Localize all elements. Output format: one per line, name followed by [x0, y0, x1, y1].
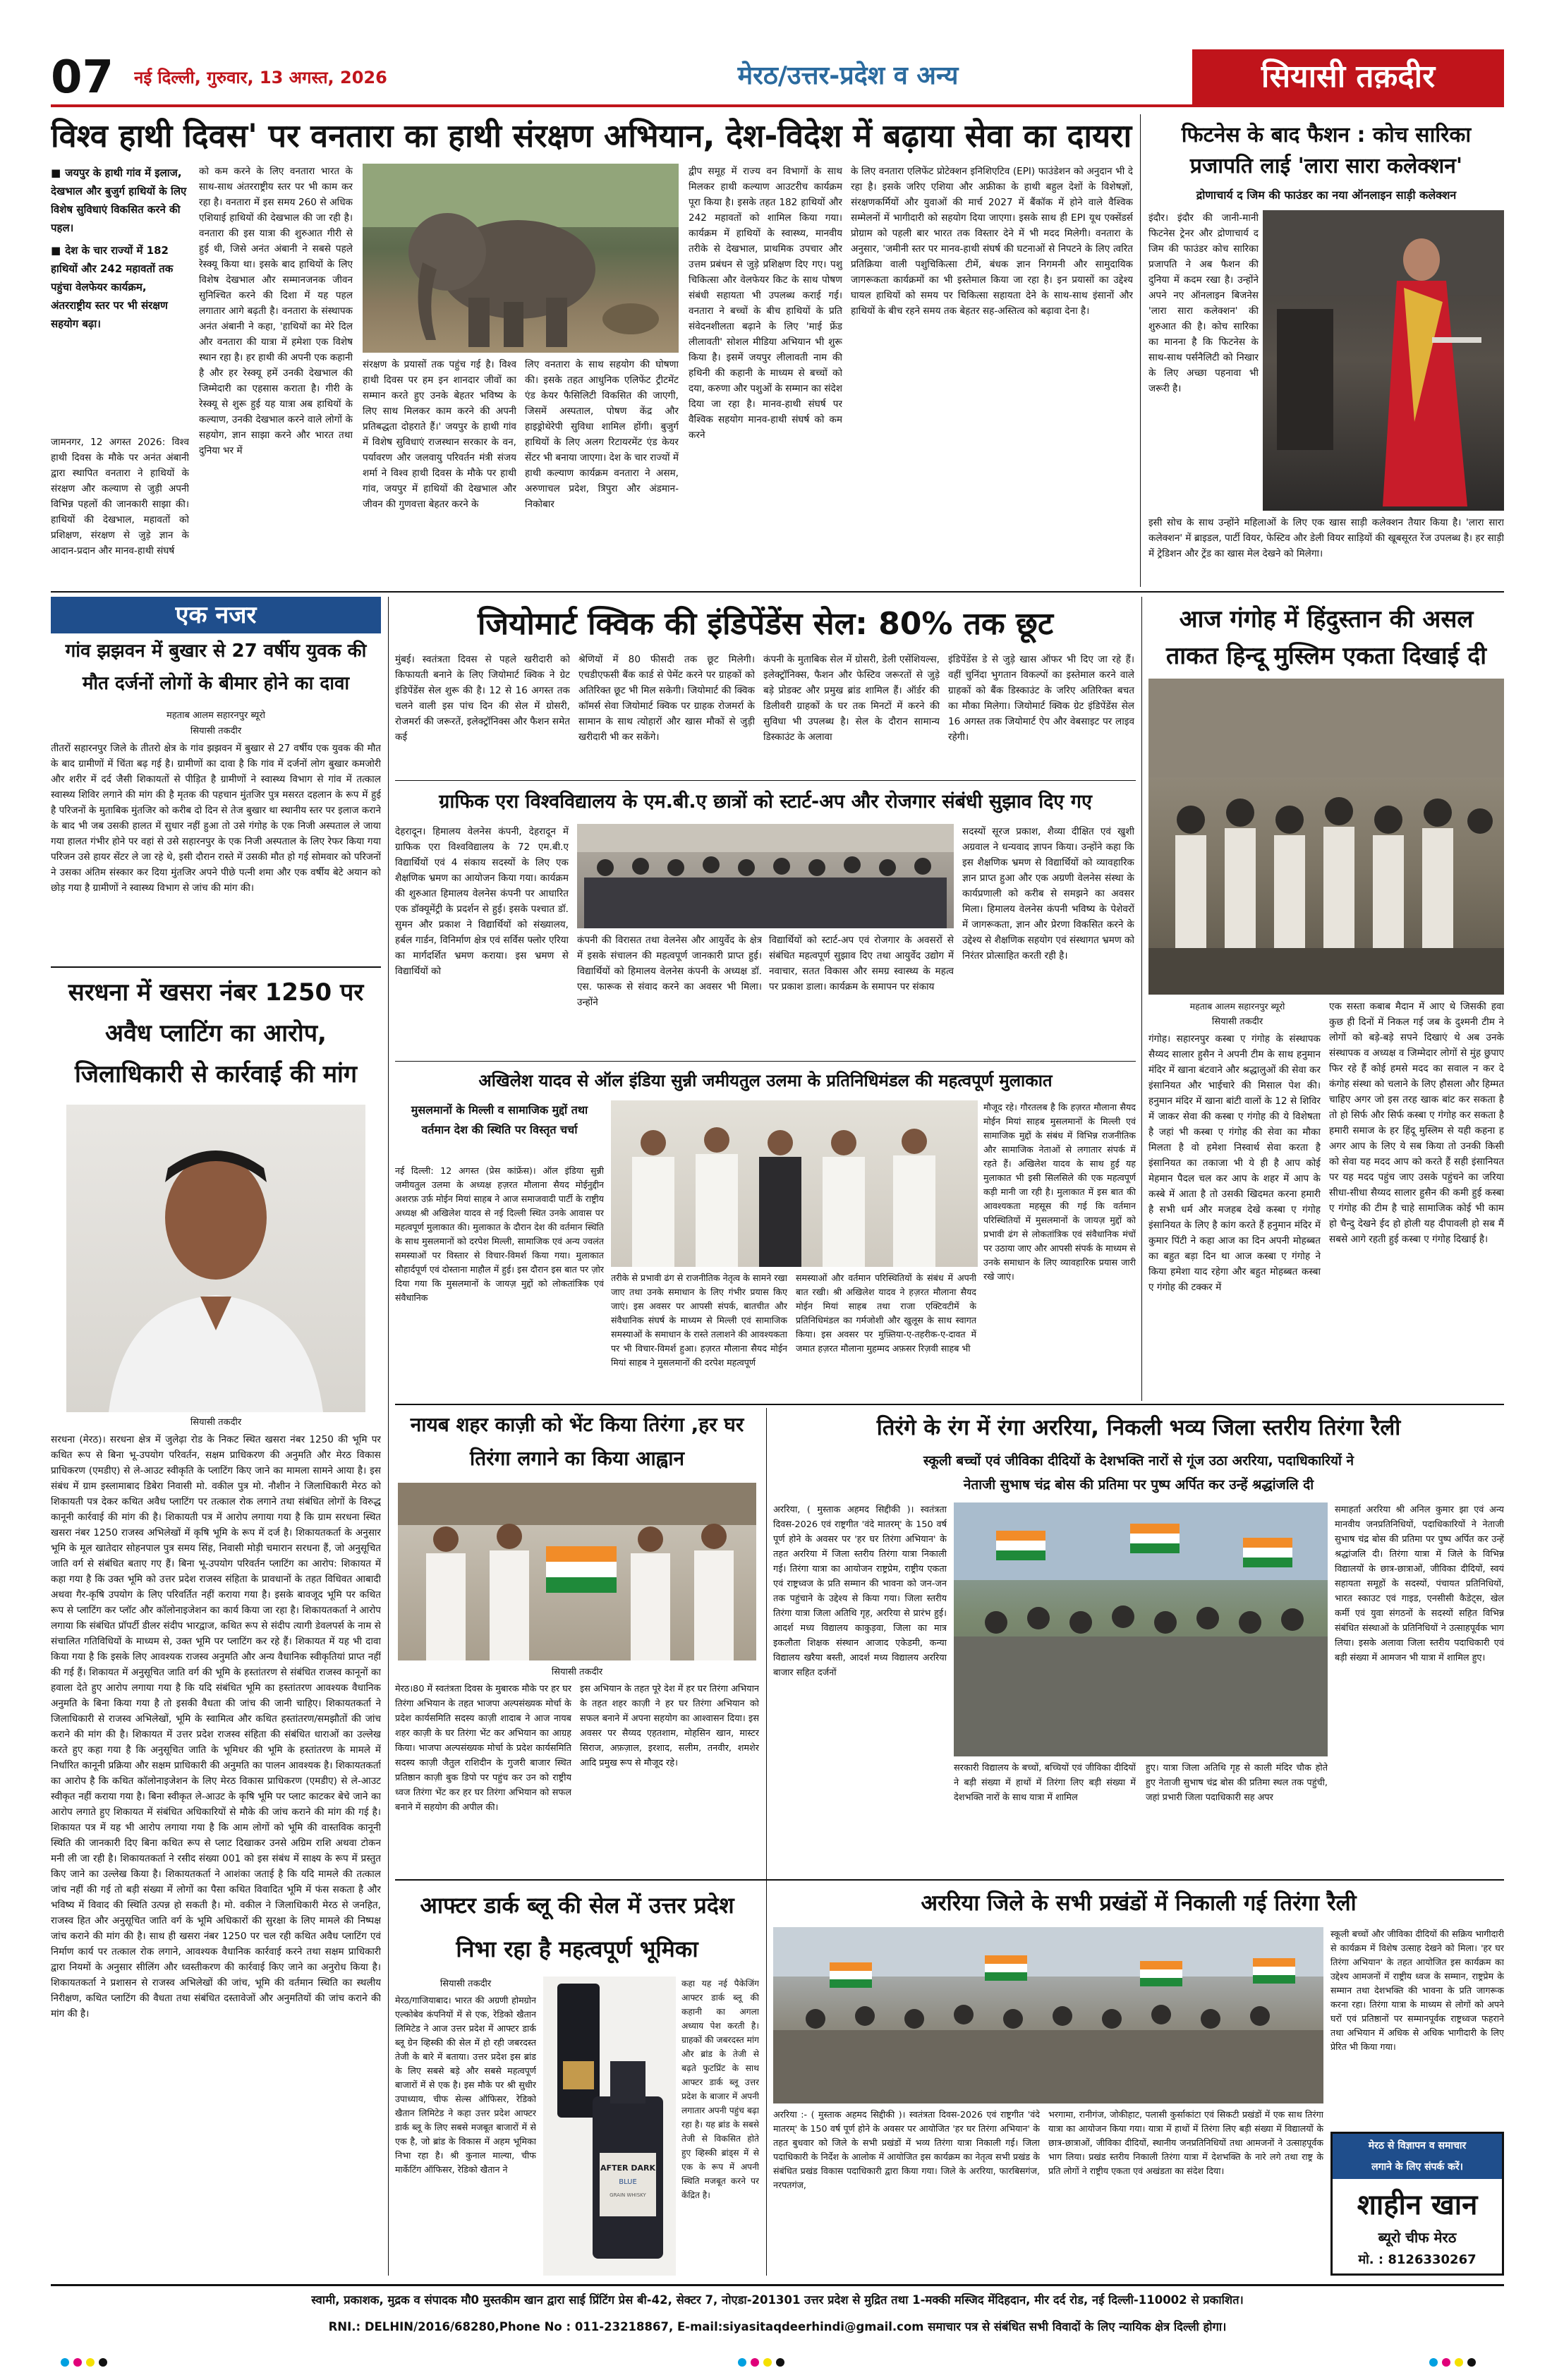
sardhana-photo	[66, 1105, 365, 1412]
fitness-subhead: द्रोणाचार्य द जिम की फाउंडर का नया ऑनलाइन साड़ी कलेक्शन	[1196, 188, 1457, 202]
afterdark-product-image	[543, 1977, 676, 2276]
contact-name: शाहीन खान	[1357, 2189, 1478, 2221]
fitness-headline-line1: फिटनेस के बाद फैशन : कोच सारिका	[1181, 123, 1472, 147]
naib-headline: नायब शहर काज़ी को भेंट किया तिरंगा ,हर घर तिरंगा लगाने का किया आह्वान	[410, 1413, 744, 1470]
jiomart-col3: कंपनी के मुताबिक सेल में ग्रोसरी, डेली एसेंशियल्स, इलेक्ट्रॉनिक्स, फैशन और फेस्टिव जरूरतों से जुड़े बड़े प्रोडक्ट और प्रमुख ब्रांड शामिल हैं। ऑर्डर की डिलीवरी ग्राहकों के घर तक मिनटों में करने की सुविधा भी उपलब्ध है। सेल के दौरान सामान्य डिस्काउंट के अलावा	[763, 654, 940, 743]
contact-phone: मो. : 8126330267	[1358, 2252, 1477, 2267]
afterdark-credit: सियासी तकदीर	[439, 1979, 492, 1989]
person-icon	[66, 1105, 365, 1412]
tiranga-col4: समाहर्ता अररिया श्री अनिल कुमार झा एवं अन्य मानवीय जनप्रतिनिधियों, पदाधिकारियों ने नेताजी सुभाष चंद्र बोस की प्रतिमा पर पुष्प अर्पित कर उन्हें श्रद्धांजलि दी। तिरंगा यात्रा में जिले के विभिन्न विद्यालयों के छात्र-छात्राओं, जीविका दीदियों, स्वयं सहायता समूहों के सदस्यों, पंचायत प्रतिनिधियों, भारत स्काउट एवं गाइड, एनसीसी कैडेट्स, खेल कर्मी एवं युवा संगठनों के सदस्यों सहित विभिन्न संबंधित संस्थाओं के प्रतिनिधियों ने उत्साहपूर्वक भाग लिया। इसके अलावा जिला स्तरीय पदाधिकारी एवं बड़ी संख्या में आमजन भी यात्रा में शामिल हुए।	[1335, 1505, 1504, 1663]
contact-line1: मेरठ से विज्ञापन व समाचार	[1368, 2140, 1467, 2151]
eknazar-credit: सियासी तकदीर	[190, 726, 242, 736]
elephant-bullet-1: ■ जयपुर के हाथी गांव में इलाज, देखभाल और बुजुर्ग हाथियों के लिए विशेष सुविधाएं विकसित करने की पहल।	[51, 164, 189, 237]
akhilesh-col1: नई दिल्ली: 12 अगस्त (प्रेस कांफ्रेंस)। ऑल इंडिया सुन्नी जमीयतुल उलमा के अध्यक्ष हज़रत मौलाना सैयद मोईनुद्दीन अशरफ़ उर्फ़ मोईन मियां साहब ने आज समाजवादी पार्टी के राष्ट्रीय अध्यक्ष श्री अखिलेश यादव से नई दिल्ली स्थित उनके आवास पर महत्वपूर्ण मुलाकात की। मुलाकात के दौरान देश की वर्तमान स्थिति के साथ मुसलमानों को दरपेश मिल्ली, सामाजिक एवं अन्य ज्वलंत समस्याओं पर विस्तार से विचार-विमर्श किया गया। मुलाकात सौहार्दपूर्ण एवं दोस्ताना माहौल में हुई। इस दौरान इस बात पर ज़ोर दिया गया कि मुसलमानों के जायज़ मुद्दों को लोकतांत्रिक एवं संवैधानिक	[395, 1165, 604, 1303]
akhilesh-photo	[611, 1100, 978, 1267]
jiomart-col1: मुंबई। स्वतंत्रता दिवस से पहले खरीदारी को किफायती बनाने के लिए जियोमार्ट क्विक ने ग्रेट इंडिपेंडेंस सेल शुरू की है। 12 से 16 अगस्त तक चलने वाली इस पांच दिन की सेल में ग्रोसरी, रोजमर्रा की जरूरतें, इलेक्ट्रॉनिक्स और फैशन समेत कई	[395, 654, 570, 743]
divider	[395, 780, 1136, 781]
blocks-photo	[773, 1927, 1323, 2103]
page-number: 07	[51, 52, 114, 103]
registration-marks	[51, 2352, 1504, 2373]
footer-line2: RNI.: DELHIN/2016/68280,Phone No : 011-23218867, E-mail:siyasitaqdeerhindi@gmail.com समाचार पत्र से संबंधित सभी विवादों के लिए न्यायिक क्षेत्र दिल्ली होगा।	[328, 2320, 1227, 2333]
elephant-headline: विश्व हाथी दिवस' पर वनतारा का हाथी संरक्षण अभियान, देश-विदेश में बढ़ाया सेवा का दायरा	[51, 117, 1132, 154]
contact-box	[1330, 2132, 1504, 2276]
gangoh-photo	[1148, 679, 1504, 995]
fitness-headline-line2: प्रजापति लाई 'लारा सारा कलेक्शन'	[1189, 154, 1463, 178]
akhilesh-headline: अखिलेश यादव से ऑल इंडिया सुन्नी जमीयतुल उलमा के प्रतिनिधिमंडल की महत्वपूर्ण मुलाकात	[478, 1071, 1053, 1091]
footer	[51, 2284, 1504, 2345]
afterdark-headline-line2: निभा रहा है महत्वपूर्ण भूमिका	[456, 1936, 698, 1962]
naib-col2: इस अभियान के तहत पूरे देश में हर घर तिरंगा अभियान के तहत शहर काज़ी ने हर घर तिरंगा अभियान को सफल बनाने में अपना सहयोग का आश्वासन दिया। इस अवसर पर सैय्यद एहतशाम, मोहसिन खान, मास्टर सिराज, अफ़ज़ाल, इरशाद, सलीम, तनवीर, शमशेर आदि प्रमुख रूप से मौजूद रहे।	[580, 1684, 759, 1768]
color-registration-icon	[51, 2352, 1504, 2373]
fitness-tail: इसी सोच के साथ उन्होंने महिलाओं के लिए एक खास साड़ी कलेक्शन तैयार किया है। 'लारा सारा कलेक्शन' में ब्राइडल, पार्टी वियर, फेस्टिव और डेली वियर साड़ियों की खूबसूरत रेंज उपलब्ध है। हर साड़ी में ट्रेडिशन और ट्रेंड का खास मेल देखने को मिलेगा।	[1148, 517, 1504, 559]
sardhana-headline: सरधना में खसरा नंबर 1250 पर अवैध प्लाटिंग का आरोप, जिलाधिकारी से कार्रवाई की मांग	[68, 978, 364, 1088]
flag-handover-icon	[398, 1483, 756, 1660]
crowd-photo-icon	[1148, 679, 1504, 995]
gangoh-headline-line2: ताकत हिन्दू मुस्लिम एकता दिखाई दी	[1165, 642, 1487, 670]
afterdark-col1: मेरठ/गाजियाबाद। भारत की अग्रणी होमग्रोन एल्कोबेव कंपनियों में से एक, रेडिको खैतान लिमिटेड ने आज उत्तर प्रदेश में आफ्टर डार्क ब्लू ग्रेन व्हिस्की की सेल में हो रही जबरदस्त तेजी के बारे में बताया। उत्तर प्रदेश इस ब्रांड के लिए सबसे बड़े और सबसे महत्वपूर्ण बाजारों में से एक है। इस मौके पर श्री सुधीर उपाध्याय, चीफ सेल्स ऑफिसर, रेडिको खैतान लिमिटेड ने कहा उत्तर प्रदेश आफ्टर डार्क ब्लू के लिए सबसे मजबूत बाजारों में से एक है, जो ब्रांड के विकास में अहम भूमिका निभा रहा है। श्री कुनाल माल्या, चीफ मार्केटिंग ऑफिसर, रेडिको खैतान ने	[395, 1995, 536, 2175]
blocks-col1: अररिया :- ( मुस्ताक अहमद सिद्दीकी )। स्वतंत्रता दिवस-2026 एवं राष्ट्रगीत 'वंदे मातरम्' के 150 वर्ष पूर्ण होने के अवसर पर आयोजित 'हर घर तिरंगा अभियान' के तहत बुधवार को जिले के सभी प्रखंडों में भव्य तिरंगा यात्रा निकाली गई। जिला पदाधिकारी के निर्देश के आलोक में आयोजित इस कार्यक्रम का नेतृत्व सभी प्रखंड के संबंधित प्रखंड विकास पदाधिकारी द्वारा किया गया। जिले के अररिया, फारबिसगंज, नरपतगंज,	[773, 2109, 1040, 2190]
elephant-bullet-2: ■ देश के चार राज्यों में 182 हाथियों और 242 महावतों तक पहुंचा वेलफेयर कार्यक्रम, अंतरराष्ट्रीय स्तर पर भी संरक्षण सहयोग बढ़ा।	[51, 241, 189, 333]
bottle-brand: AFTER DARK	[600, 2163, 655, 2173]
elephant-icon	[363, 164, 679, 353]
elephant-col1: जामनगर, 12 अगस्त 2026: विश्व हाथी दिवस के मौके पर अनंत अंबानी द्वारा स्थापित वनतारा ने हाथियों के संरक्षण और कल्याण से जुड़ी अपनी विभिन्न पहलों की जानकारी साझा की। हाथियों की देखभाल, महावतों को प्रशिक्षण, संरक्षण से जुड़े ज्ञान के आदान-प्रदान और मानव-हाथी संघर्ष	[51, 437, 189, 557]
eknazar-byline: महताब आलम सहारनपुर ब्यूरो	[166, 710, 266, 721]
footer-line1: स्वामी, प्रकाशक, मुद्रक व संपादक मौ0 मुस्तकीम खान द्वारा साई प्रिंटिंग प्रेस बी-42, सेक्टर 7, नोएडा-201301 उत्तर प्रदेश से मुद्रित तथा 1-मक्की मस्जिद मेंदिहदान, मीर दर्द रोड, नई दिल्ली-110002 से प्रकाशित।	[311, 2293, 1244, 2307]
bottle-tag: GRAIN WHISKY	[610, 2192, 646, 2198]
graphic-photo	[577, 824, 954, 928]
eknazar-label: एक नजर	[175, 601, 257, 629]
blocks-col2: भरगामा, रानीगंज, जोकीहाट, पलासी कुर्साकांटा एवं सिकटी प्रखंडों में एक साथ तिरंगा यात्रा का आयोजन किया गया। यात्रा में हाथों में तिरंगा लिए बड़ी संख्या में विद्यालयों के छात्र-छात्राओं, जीविका दीदियों, स्थानीय जनप्रतिनिधियों तथा आमजनों ने उत्साहपूर्वक भाग लिया। प्रखंड स्तरीय निकाली तिरंगा यात्रा में देशभक्ति के नारे लगे तथा राष्ट्र के प्रति लोगों ने राष्ट्रीय एकता एवं अखंडता का संदेश दिया।	[1048, 2109, 1323, 2176]
jiomart-col4: इंडिपेंडेंस डे से जुड़े खास ऑफर भी दिए जा रहे हैं। वहीं चुनिंदा भुगतान विकल्पों का इस्तेमाल करने वाले ग्राहकों को बैंक डिस्काउंट के जरिए अतिरिक्त बचत का मौका मिलेगा। जियोमार्ट क्विक ग्रेट इंडिपेंडेंस सेल 16 अगस्त तक जियोमार्ट ऐप और वेबसाइट पर लाइव रहेगी।	[948, 654, 1134, 743]
tiranga-headline: तिरंगे के रंग में रंगा अररिया, निकली भव्य जिला स्तरीय तिरंगा रैली	[876, 1415, 1401, 1440]
afterdark-headline-line1: आफ्टर डार्क ब्लू की सेल में उत्तर प्रदेश	[420, 1892, 734, 1919]
gangoh-headline-line1: आज गंगोह में हिंदुस्तान की असल	[1179, 605, 1474, 633]
blocks-headline: अररिया जिले के सभी प्रखंडों में निकाली गई तिरंगा रैली	[921, 1890, 1357, 1916]
blocks-col3: स्कूली बच्चों और जीविका दीदियों की सक्रिय भागीदारी से कार्यक्रम में विशेष उत्साह देखने को मिला। 'हर घर तिरंगा अभियान' के तहत आयोजित इस कार्यक्रम का उद्देश्य आमजनों में राष्ट्रीय ध्वज के सम्मान, राष्ट्रप्रेम के सम्मान तथा देशभक्ति की भावना के प्रति जागरूक करना रहा। तिरंगा यात्रा के माध्यम से लोगों को अपने घरों एवं प्रतिष्ठानों पर सम्मानपूर्वक राष्ट्रध्वज फहराने तथा अभियान में अधिक से अधिक भागीदारी के लिए प्रेरित भी किया गया।	[1330, 1929, 1504, 2052]
gangoh-credit: सियासी तकदीर	[1211, 1016, 1263, 1027]
elephant-col5: द्वीप समूह में राज्य वन विभागों के साथ मिलकर हाथी कल्याण आउटरीच कार्यक्रम पूरा किया है। इसके तहत 182 हाथियों और 242 महावतों को शामिल किया गया। कार्यक्रम में हाथियों के स्वास्थ्य, मानवीय तरीके से देखभाल, प्राथमिक उपचार और उत्तम प्रबंधन से जुड़े प्रशिक्षण दिए गए। पशु चिकित्सा और वेलफेयर किट के साथ पोषण संबंधी सहायता भी उपलब्ध कराई गई। वनतारा ने बच्चों के बीच हाथियों के प्रति संवेदनशीलता बढ़ाने के लिए 'माई फ्रेंड लीलावती' सोशल मीडिया अभियान भी शुरू किया है। इसमें जयपुर लीलावती नाम की हथिनी की कहानी के माध्यम से बच्चों को दया, करुणा और पशुओं के सम्मान का संदेश दिया जा रहा है। मानव-हाथी संघर्ष पर वैश्विक सहयोग मानव-हाथी संघर्ष को कम करने	[689, 166, 842, 441]
afterdark-col2: कहा यह नई पैकेजिंग आफ्टर डार्क ब्लू की कहानी का अगला अध्याय पेश करती है। ग्राहकों की जबरदस्त मांग और ब्रांड के तेजी से बढ़ते फुटप्रिंट के साथ आफ्टर डार्क ब्लू उत्तर प्रदेश के बाजार में अपनी लगातार अपनी पहुंच बढ़ा रहा है। यह ब्रांड के सबसे तेजी से विकसित होते हुए व्हिस्की ब्रांड्स में से एक के रूप में अपनी स्थिति मजबूत करने पर केंद्रित है।	[681, 1979, 759, 2200]
elephant-col6: के लिए वनतारा एलिफेंट प्रोटेक्शन इनिशिएटिव (EPI) फाउंडेशन को अनुदान भी दे रहा है। इसके जरिए एशिया और अफ्रीका के हाथी बहुल देशों के विशेषज्ञों, संरक्षणकर्मियों और युवाओं की मार्च 2027 में बैंकॉक में होने वाले वैश्विक सम्मेलनों में भागीदारी को सहयोग दिया जाएगा। इसके साथ ही EPI यूथ एक्सेंडर्स प्रोग्राम को पहली बार भारत तक विस्तार देने में भी मदद मिलेगी। वनतारा के अनुसार, 'जमीनी स्तर पर मानव-हाथी संघर्ष की घटनाओं से निपटने के लिए त्वरित प्रतिक्रिया वाली पशुचिकित्सा टीमें, बंधक ज्ञान निगमनी और सामुदायिक जागरूकता कार्यक्रमों का भी इस्तेमाल किया जा रहा है। इन प्रयासों का उद्देश्य घायल हाथियों को समय पर चिकित्सा सहायता देने के साथ-साथ इंसानों और हाथियों के बीच रहने समय तक बेहतर सह-अस्तित्व को बढ़ावा देना है।	[851, 166, 1133, 317]
naib-credit: सियासी तकदीर	[551, 1667, 603, 1677]
elephant-col3: संरक्षण के प्रयासों तक पहुंच गई है। विश्व हाथी दिवस पर हम इन शानदार जीवों का सम्मान करते हुए उनके बेहतर भविष्य के लिए साथ मिलकर काम करने की अपनी प्रतिबद्धता दोहराते हैं।' जयपुर के हाथी गांव में विशेष सुविधाएं राजस्थान सरकार के वन, पर्यावरण और जलवायु परिवर्तन मंत्री संजय शर्मा ने विश्व हाथी दिवस के मौके पर हाथी गांव, जयपुर में हाथियों की देखभाल और जीवन की गुणवत्ता बेहतर करने के	[363, 359, 516, 510]
divider	[395, 1061, 1136, 1062]
graphic-col2b: विद्यार्थियों को स्टार्ट-अप एवं रोजगार के अवसरों से संबंधित महत्वपूर्ण सुझाव दिए तथा आयुर्वेद उद्योग में नवाचार, सतत विकास और समग्र स्वास्थ्य के महत्व पर प्रकाश डाला। कार्यक्रम के समापन पर संकाय	[769, 935, 954, 992]
eknazar-body: तीतरों सहारनपुर जिले के तीतरो क्षेत्र के गांव झझवन में बुखार से 27 वर्षीय एक युवक की मौत के बाद ग्रामीणों में चिंता बढ़ गई है। ग्रामीणों का दावा है कि गांव में दर्जनों लोग बुखार कमजोरी और शरीर में दर्द जैसी शिकायतों से पीड़ित है ग्रामीणों ने स्वास्थ्य विभाग से गांव में तत्काल स्वास्थ्य शिविर लगाने की मांग की है मृतक की पहचान मुंतजिर पुत्र मसरत दहलान के रूप में हुई है परिजनों के मुताबिक मुंतजिर को करीब दो दिन से तेज बुखार था स्थानीय स्तर पर इलाज कराने के बाद भी जब उसकी हालत में सुधार नहीं हुआ तो उसे गंगोह के एक निजी अस्पताल ले जाया गया हालत गंभीर होने पर वहां से उसे सहारनपुर के एक निजी अस्पताल के लिए रेफर किया गया परिजन उसे हायर सेंटर ले जा रहे थे, इसी दौरान रास्ते में उसकी मौत हो गई सोमवार को परिजनों ने उसका अंतिम संस्कार कर दिया मुंतजिर अपने पीछे पत्नी शमा और एक वर्षीय बेटे अयान को छोड़ गया है ग्रामीणों ने स्वास्थ्य विभाग से जांच की मांग की।	[51, 743, 381, 894]
tiranga-subhead-line1: स्कूली बच्चों एवं जीविका दीदियों के देशभक्ति नारों से गूंज उठा अररिया, पदाधिकारियों ने	[923, 1453, 1354, 1469]
graphic-col1: देहरादून। हिमालय वेलनेस कंपनी, देहरादून में ग्राफिक एरा विश्वविद्यालय के 72 एम.बी.ए विद्यार्थियों एवं 4 संकाय सदस्यों के लिए एक शैक्षणिक भ्रमण का आयोजन किया गया। कार्यक्रम की शुरुआत हिमालय वेलनेस कंपनी पर आधारित एक डॉक्यूमेंट्री के प्रदर्शन से हुई। इसके पश्चात डॉ. सुमन और प्रकाश ने विद्यार्थियों को संख्यालय, हर्बल गार्डन, विनिर्माण क्षेत्र एवं सर्विस फ्लोर एरिया का मार्गदर्शित भ्रमण कराया। इस भ्रमण से विद्यार्थियों को	[395, 826, 569, 977]
tiranga-col1: अररिया, ( मुस्ताक अहमद सिद्दीकी )। स्वतंत्रता दिवस-2026 एवं राष्ट्रगीत 'वंदे मातरम्' के 150 वर्ष पूर्ण होने के अवसर पर 'हर घर तिरंगा अभियान' के तहत अररिया में जिला स्तरीय तिरंगा यात्रा निकाली गई। तिरंगा यात्रा का आयोजन राष्ट्रप्रेम, राष्ट्रीय एकता एवं राष्ट्रध्वज के प्रति सम्मान की भावना को जन-जन तक पहुंचाने के उद्देश्य से किया गया। जिला स्तरीय तिरंगा यात्रा जिला अतिथि गृह, अररिया से प्रारंभ हुई। आदर्श मध्य विद्यालय काकुड़वा, जिला का मात्र इकलौता शिक्षक संस्थान आजाद एकेडमी, कन्या विद्यालय खरैया बस्ती, आदर्श मध्य विद्यालय अररिया बाजार सहित दर्जनों	[773, 1505, 947, 1678]
akhilesh-col3: समस्याओं और वर्तमान परिस्थितियों के संबंध में अपनी बात रखी। श्री अखिलेश यादव ने हज़रत मौलाना सैयद मोईन मियां साहब तथा राजा एक्टिवटीमें के प्रतिनिधिमंडल का गर्मजोशी और खुलूस के साथ स्वागत किया। इस अवसर पर मुफ़्तिया-ए-तहरीक-ए-दावत में जमात हज़रत मौलाना मुहम्मद अफ़सर रिज़वी साहब भी	[796, 1273, 976, 1354]
section-title: मेरठ/उत्तर-प्रदेश व अन्य	[737, 61, 959, 90]
divider	[51, 966, 381, 968]
gangoh-col1: गंगोह। सहारनपुर कस्बा ए गंगोह के संस्थापक सैय्यद सालार हुसैन ने अपनी टीम के साथ हनुमान मंदिर में खाना बंटवाने और श्रद्धालुओं की सेवा कर इंसानियत और भाईचारे की मिसाल पेश की। हनुमान मंदिर में खाना बांटी वालों के 12 से शिविर में जाकर सेवा की कस्बा ए गंगोह की ये विशेषता है जहां भी कस्बा ए गंगोह की सेवा का मौका मिलता है वो हमेशा निस्वार्थ सेवा करता है इंसानियत का तकाजा भी ये ही है आप कोई मेहमान पैदल चल कर आप के शहर में आप के कस्बे में आता है तो उसकी खिदमत करना हमारी है सभी धर्म और मजहब देखे कस्बा ए गंगोह इंसानियत के लिए है कांग करते हैं हनुमान मंदिर में कुमार पिंटी ने कहा आज का दिन अपनी मोहब्बत का बहुत बड़ा दिन था आज कस्बा ए गंगोह ने किया हमेशा याद रहेगा और बहुत मोहब्बत कस्बा ए गंगोह की टक्कर में	[1148, 1033, 1321, 1293]
column-divider	[388, 597, 389, 2276]
tiranga-photo	[954, 1502, 1328, 1756]
graphic-col3: सदस्यों सूरज प्रकाश, शैव्या दीक्षित एवं खुशी अग्रवाल ने धन्यवाद ज्ञापन किया। उन्होंने कहा कि इस शैक्षणिक भ्रमण से विद्यार्थियों को व्यावहारिक ज्ञान प्राप्त हुआ और एक अग्रणी वेलनेस संस्था के कार्यप्रणाली को करीब से समझने का अवसर मिला। हिमालय वेलनेस कंपनी भविष्य के पेशेवरों में जागरूकता, ज्ञान और प्रेरणा विकसित करने के उद्देश्य से शैक्षणिक सहयोग एवं संस्थागत भ्रमण को निरंतर प्रोत्साहित करती रही है।	[962, 826, 1134, 961]
graphic-col2a: कंपनी की विरासत तथा वेलनेस और आयुर्वेद के क्षेत्र में इसके संचालन की महत्वपूर्ण जानकारी प्राप्त हुई। विद्यार्थियों को हिमालय वेलनेस कंपनी के अध्यक्ष डॉ. एस. फारूक से संवाद करने का अवसर भी मिला। उन्होंने	[577, 935, 762, 1008]
bottle-sub: BLUE	[619, 2178, 637, 2186]
elephant-col4: लिए वनतारा के साथ सहयोग की घोषणा की। इसके तहत आधुनिक एलिफेंट ट्रीटमेंट एंड केयर फैसिलिटी विकसित की जाएगी, जिसमें अस्पताल, पोषण केंद्र और हाइड्रोथेरेपी सुविधा शामिल होंगी। बुजुर्ग हाथियों के लिए अलग रिटायरमेंट एंड केयर सेंटर भी बनाया जाएगा। देश के चार राज्यों में हाथी कल्याण कार्यक्रम वनतारा ने असम, अरुणाचल प्रदेश, त्रिपुरा और अंडमान-निकोबार	[525, 359, 679, 510]
column-divider	[766, 1408, 767, 2276]
fitness-col: इंदौर। इंदौर की जानी-मानी फिटनेस ट्रेनर और द्रोणाचार्य द जिम की फाउंडर कोच सारिका प्रजापति ने अब फैशन की दुनिया में कदम रखा है। उन्होंने अपने नए ऑनलाइन बिजनेस 'लारा सारा कलेक्शन' की शुरुआत की है। कोच सारिका का मानना है कि फिटनेस के साथ-साथ पर्सनैलिटी को निखार के लिए अच्छा पहनावा भी जरूरी है।	[1148, 212, 1259, 394]
contact-role: ब्यूरो चीफ मेरठ	[1378, 2229, 1457, 2246]
elephant-photo	[363, 164, 679, 353]
eknazar-headline: गांव झझवन में बुखार से 27 वर्षीय युवक की मौत दर्जनों लोगों के बीमार होने का दावा	[65, 640, 367, 694]
tiranga-col2: सरकारी विद्यालय के बच्चों, बच्चियों एवं जीविका दीदियों ने बड़ी संख्या में हाथों में तिरंगा लिए बड़ी संख्या में देशभक्ति नारों के साथ यात्रा में शामिल	[954, 1763, 1136, 1803]
column-divider	[1140, 114, 1141, 587]
sardhana-credit: सियासी तकदीर	[190, 1417, 242, 1428]
elephant-col2: को कम करने के लिए वनतारा भारत के साथ-साथ अंतरराष्ट्रीय स्तर पर भी काम कर रहा है। वनतारा में इस समय 260 से अधिक एशियाई हाथियों की देखभाल की जा रही है। वनतारा की इस यात्रा की शुरुआत गीरी से हुई थी, जिसे अनंत अंबानी ने सबसे पहले रेस्क्यू किया था। इसके बाद हाथियों के लिए विशेष देखभाल और सम्मानजनक जीवन सुनिश्चित करने की दिशा में यह पहल लगातार आगे बढ़ती है। वनतारा के संस्थापक अनंत अंबानी ने कहा, 'हाथियों का मेरे दिल और वनतारा की यात्रा में हमेशा एक विशेष स्थान रहा है। हर हाथी की अपनी एक कहानी है और हर रेस्क्यू हमें उनकी देखभाल की जिम्मेदारी का एहसास कराता है। गीरी के रेस्क्यू से शुरू हुई यह यात्रा अब हाथियों के कल्याण, उनकी देखभाल करने वाले लोगों के सहयोग, ज्ञान साझा करने और भारत तथा दुनिया भर में	[199, 166, 353, 456]
masthead	[51, 49, 1504, 107]
whisky-bottle-icon	[543, 1977, 676, 2276]
jiomart-headline: जियोमार्ट क्विक की इंडिपेंडेंस सेल: 80% तक छूट	[477, 606, 1054, 642]
akhilesh-col2: तरीके से प्रभावी ढंग से राजनीतिक नेतृत्व के सामने रखा जाए तथा उनके समाधान के लिए गंभीर प्रयास किए जाएं। इस अवसर पर आपसी संपर्क, बातचीत और संवैधानिक संघर्ष के माध्यम से मिल्ली एवं सामाजिक समस्याओं के समाधान के रास्ते तलाशने की आवश्यकता पर भी विचार-विमर्श हुआ। हज़रत मौलाना सैयद मोईन मियां साहब ने मुसलमानों की दरपेश महत्वपूर्ण	[611, 1273, 787, 1368]
gangoh-byline: महताब आलम सहारनपुर ब्यूरो	[1189, 1001, 1285, 1012]
naib-photo	[398, 1483, 756, 1660]
issue-date: नई दिल्ली, गुरुवार, 13 अगस्त, 2026	[134, 68, 387, 87]
section-divider	[395, 1879, 1504, 1881]
sardhana-body: सरधना (मेरठ)। सरधना क्षेत्र में जुलेढ़ा रोड के निकट स्थित खसरा नंबर 1250 की भूमि पर कथित रूप से बिना भू-उपयोग परिवर्तन, सक्षम प्राधिकरण की अनुमति और मेरठ विकास प्राधिकरण (एमडीए) से ले-आउट स्वीकृति के प्लाटिंग किए जाने का मामला सामने आया है। इस संबंध में ग्राम इस्लामाबाद डिबेरा निवासी मो. वकील पुत्र मो. नौशीन ने जिलाधिकारी मेरठ को शिकायती पत्र देकर कथित अवैध प्लाटिंग पर तत्काल रोक लगाने तथा संबंधित लोगों के विरुद्ध कानूनी कार्रवाई की मांग की है। शिकायती पत्र में आरोप लगाया गया है कि ग्राम सरधना स्थित खसरा नंबर 1250 राजस्व अभिलेखों में कृषि भूमि के रूप में दर्ज है। शिकायतकर्ता के अनुसार भूमि के मूल खातेदार सोहनपाल पुत्र समय सिंह, निवासी मोड़ी चमारान सरधना हैं, जो अनुसूचित जाति वर्ग से संबंधित बताए गए हैं। बिना भू-उपयोग परिवर्तन प्लाटिंग का आरोप: शिकायत में कहा गया है कि उक्त भूमि को उत्तर प्रदेश राजस्व संहिता के प्रावधानों के तहत विधिवत आबादी अथवा गैर-कृषि उपयोग के लिए परिवर्तित नहीं कराया गया है। इसके बावजूद भूमि पर कथित रूप से प्लाटिंग कर प्लॉट और कॉलोनाइजेशन का कार्य किया जा रहा है। शिकायतकर्ता ने आरोप लगाया कि संबंधित प्रॉपर्टी डीलर संदीप भारद्वाज, कथित रूप से संदीप त्यागी डेवलपर्स के नाम से संचालित गतिविधियों के माध्यम से, उक्त भूमि पर प्लाटिंग कर रहे हैं। शिकायत में यह भी दावा किया गया है कि इसके लिए आवश्यक राजस्व अनुमति और अन्य वैधानिक स्वीकृतियां प्राप्त नहीं की गई हैं। शिकायत में अनुसूचित जाति वर्ग की भूमि के हस्तांतरण से संबंधित राजस्व कानूनों का हवाला देते हुए आरोप लगाया गया है कि यदि संबंधित भूमि का हस्तांतरण आवश्यक वैधानिक अनुमति के बिना किया गया है तो इसकी वैधता की जांच की जानी चाहिए। शिकायतकर्ता ने जिलाधिकारी से राजस्व अभिलेखों, भूमि के स्वामित्व और कथित हस्तांतरण/समझौतों की जांच कराने की मांग की है। शिकायत में उत्तर प्रदेश राजस्व संहिता की संबंधित धाराओं का उल्लेख करते हुए कहा गया है कि अनुसूचित जाति के भूमिधर की भूमि के हस्तांतरण के मामले में निर्धारित कानूनी प्रक्रिया और सक्षम प्राधिकारी की अनुमति का पालन आवश्यक है। शिकायतकर्ता का आरोप है कि कथित कॉलोनाइजेशन के लिए मेरठ विकास प्राधिकरण (एमडीए) से ले-आउट स्वीकृत नहीं कराया गया है। बिना स्वीकृत ले-आउट के कृषि भूमि पर प्लाट काटकर बेचे जाने का आरोप लगाते हुए शिकायत में संबंधित अधिकारियों से मौके की जांच कराने की मांग की गई है। शिकायत पत्र में यह भी आरोप लगाया गया है कि आम लोगों को भूमि की वास्तविक कानूनी स्थिति की जानकारी दिए बिना कथित रूप से प्लाट दिखाकर उनसे अग्रिम राशि अथवा टोकन मनी ली जा रही है। शिकायतकर्ता ने रसीद संख्या 001 को इस संबंध में साक्ष्य के रूप में प्रस्तुत किए जाने का उल्लेख किया है। शिकायतकर्ता ने आशंका जताई है कि यदि मामले की तत्काल जांच नहीं की गई तो बड़ी संख्या में लोगों का पैसा कथित विवादित भूमि में फंस सकता है और भविष्य में विवाद की स्थिति उत्पन्न हो सकती है। मो. वकील ने जिलाधिकारी मेरठ से जनहित, राजस्व हित और अनुसूचित जाति वर्ग के भूमि अधिकारों की सुरक्षा के लिए मामले की निष्पक्ष जांच कराने की मांग की है। साथ ही खसरा नंबर 1250 पर चल रही कथित अवैध प्लाटिंग एवं निर्माण कार्य पर तत्काल रोक लगाने, आवश्यक वैधानिक कार्रवाई करने तथा सक्षम प्राधिकारी द्वारा नियमों के अनुसार सीलिंग और ध्वस्तीकरण की कार्रवाई किए जाने का अनुरोध किया है। शिकायतकर्ता ने प्रशासन से राजस्व अभिलेखों की जांच, भूमि की वर्तमान स्थिति का स्थलीय निरीक्षण, कथित प्लाटिंग की वैधता तथा संबंधित दस्तावेजों और अनुमतियों की जांच कराने की मांग की है।	[51, 1434, 381, 2020]
column-divider	[1141, 597, 1142, 1401]
saree-model-icon	[1263, 210, 1504, 511]
tiranga-subhead-line2: नेताजी सुभाष चंद्र बोस की प्रतिमा पर पुष्प अर्पित कर उन्हें श्रद्धांजलि दी	[963, 1477, 1314, 1493]
gangoh-col2: एक सस्ता कबाब मैदान में आए थे जिसकी हवा कुछ ही दिनों में निकल गई जब के दुश्मनी टीम ने लोगों को बड़े-बड़े सपने दिखाएं थे अब उनके संस्थापक व अध्यक्ष व जिम्मेदार लोगों से मुंह छुपाए फिर रहे हैं कोई हमसे मदद का सवाल न कर दे कंगोह संस्था को चलाने के लिए हौसला और हिम्मत चाहिए अगर जो इस तरह खाक बांट कर सकता है तो हो सिर्फ और सिर्फ कस्बा ए गंगोह कर सकता है हमारी समाज के हर हिंदू मुस्लिम से यही कहना ह अगर आप के लिए ये सब किया तो उनकी किसी को सेवा यह मदद आप को करते हैं सही इंसानियत पर यह मदद पहुंच जाए उसके पहुंचने का जरिया सीधा-सीधा सैय्यद सालार हुसैन की कमी हुई कस्बा ए गंगोह की टीम है चाहे सामाजिक कोई भी काम हो चैन्दु देखने ईद हो होली यह दीपावली हो सब मैं सबसे आगे रहती हुई कस्बा ए गंगोह दिखाई है।	[1329, 1001, 1504, 1245]
paper-name-box	[1192, 49, 1504, 104]
contact-line2: लगाने के लिए संपर्क करें।	[1371, 2161, 1463, 2173]
block-rally-photo-icon	[773, 1927, 1323, 2103]
elephant-bullets	[51, 164, 189, 432]
group-photo-icon	[577, 824, 954, 928]
section-divider	[395, 1404, 1504, 1405]
jiomart-col2: श्रेणियों में 80 फीसदी तक छूट मिलेगी। एचडीएफसी बैंक कार्ड से पेमेंट करने पर ग्राहकों को अतिरिक्त छूट भी मिल सकेगी। जियोमार्ट की क्विक कॉमर्स सेवा जियोमार्ट क्विक पर ग्राहक रोजमर्रा के सामान के साथ त्योहारों और खास मौकों से जुड़ी खरीदारी भी कर सकेंगे।	[578, 654, 755, 743]
tiranga-col3: हुए। यात्रा जिला अतिथि गृह से काली मंदिर चौक होते हुए नेताजी सुभाष चंद्र बोस की प्रतिमा स्थल तक पहुंची, जहां प्रभारी जिला पदाधिकारी सह अपर	[1146, 1763, 1328, 1803]
paper-name: सियासी तक़दीर	[1261, 59, 1436, 95]
graphic-headline: ग्राफिक एरा विश्वविद्यालय के एम.बी.ए छात्रों को स्टार्ट-अप और रोजगार संबंधी सुझाव दिए गए	[439, 791, 1092, 813]
eknazar-label-box	[51, 597, 381, 633]
akhilesh-col4: मौजूद रहे। गौरतलब है कि हज़रत मौलाना सैयद मोईन मियां साहब मुसलमानों के मिल्ली एवं सामाजिक मुद्दों के संबंध में विभिन्न राजनीतिक और सामाजिक नेताओं से लगातार संपर्क में रहते हैं। अखिलेश यादव के साथ हुई यह मुलाकात भी इसी सिलसिले की एक महत्वपूर्ण कड़ी मानी जा रही है। मुलाकात में इस बात की आवश्यकता महसूस की गई कि वर्तमान परिस्थितियों में मुसलमानों के जायज़ मुद्दों को प्रभावी ढंग से लोकतांत्रिक एवं संवैधानिक मंचों पर उठाया जाए और आपसी संपर्क के माध्यम से उनके समाधान के लिए व्यावहारिक प्रयास जारी रखे जाएं।	[983, 1102, 1136, 1282]
section-divider	[51, 591, 1504, 593]
rally-photo-icon	[954, 1502, 1328, 1756]
akhilesh-subhead: मुसलमानों के मिल्ली व सामाजिक मुद्दों तथा वर्तमान देश की स्थिति पर विस्तृत चर्चा	[411, 1103, 588, 1136]
delegation-photo-icon	[611, 1100, 978, 1267]
contact-header	[1333, 2134, 1502, 2179]
naib-col1: मेरठ।80 में स्वतंत्रता दिवस के मुबारक मौके पर हर घर तिरंगा अभियान के तहत भाजपा अल्पसंख्यक मोर्चा के प्रदेश कार्यसमिति सदस्य काज़ी शादाब ने आज नायब शहर काज़ी के घर तिरंगा भेंट कर अभियान का आग्रह किया। भाजपा अल्पसंख्यक मोर्चा के प्रदेश कार्यसमिति सदस्य काज़ी जैतुल राशिदीन के गुजरी बाजार स्थित प्रतिष्ठान काज़ी बुक डिपो पर पहुंच कर उन को राष्ट्रीय ध्वज तिरंगा भेंट कर हर घर तिरंगा अभियान को सफल बनाने में सहयोग की अपील की।	[395, 1684, 571, 1813]
fitness-photo	[1263, 210, 1504, 511]
